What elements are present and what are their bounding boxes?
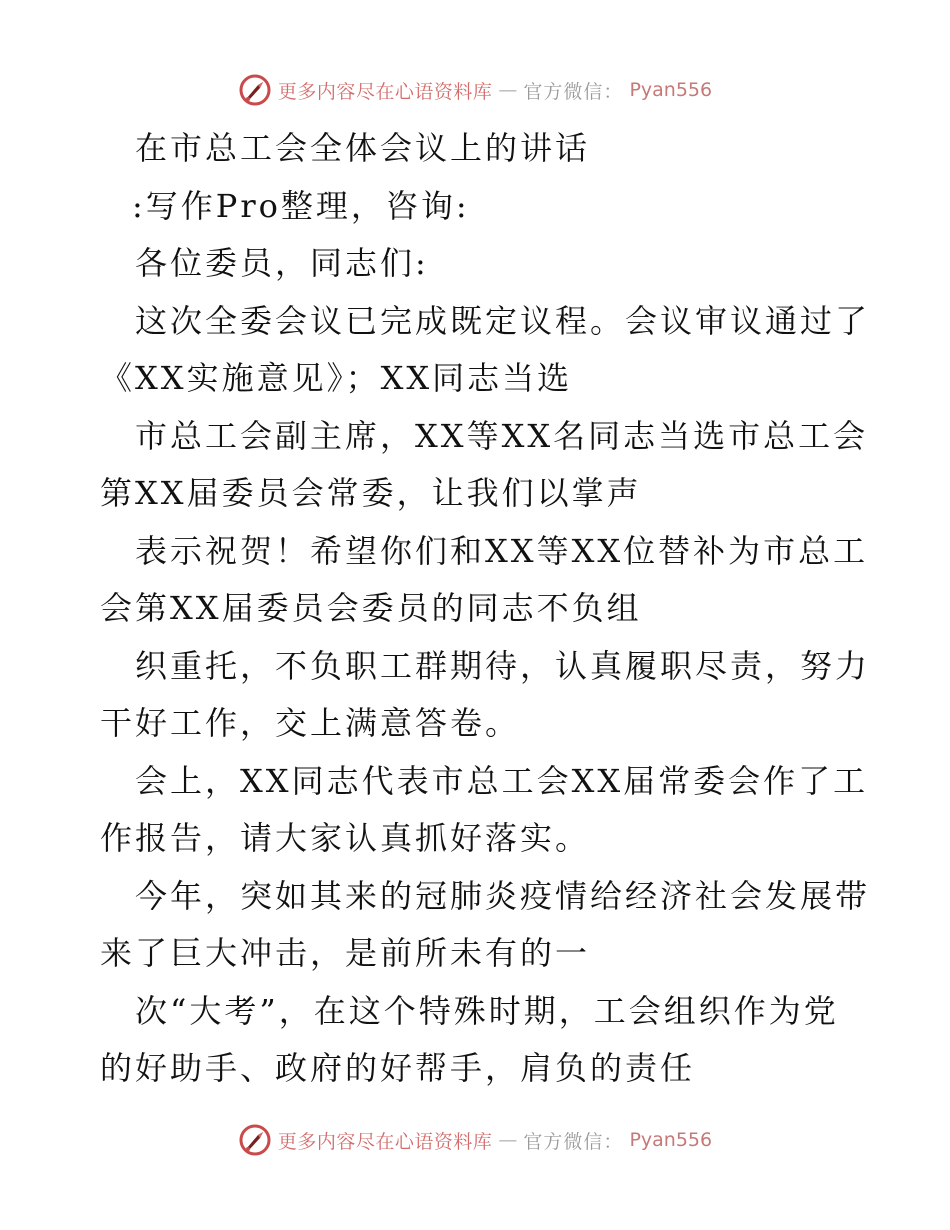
pen-nib-logo-icon [238,73,272,107]
document-body [0,120,950,1098]
document-line: :写作Pro整理，咨询: [132,186,470,225]
paragraph-line: 会第XX届委员会委员的同志不负组 [100,589,642,627]
paragraph-line: 作报告，请大家认真抓好落实。 [100,819,591,857]
watermark-separator: — [498,1129,518,1151]
watermark-main-text: 更多内容尽在心语资料库 [277,1130,493,1153]
paragraph-line: 表示祝贺！希望你们和XX等XX位替补为市总工 [135,531,869,570]
paragraph-line: 这次全委会议已完成既定议程。会议审议通过了 [135,301,871,340]
watermark-main-text: 更多内容尽在心语资料库 [277,80,493,103]
watermark-account: Pyan556 [629,1129,713,1151]
footer-watermark [0,1120,950,1160]
watermark-separator: — [498,79,518,101]
paragraph-line: 市总工会副主席，XX等XX名同志当选市总工会 [135,416,869,455]
paragraph-line: 会上，XX同志代表市总工会XX届常委会作了工 [135,761,869,800]
paragraph-line: 今年，突如其来的冠肺炎疫情给经济社会发展带 [135,876,871,915]
salutation: 各位委员，同志们: [135,244,429,282]
watermark-official-label: 官方微信： [523,1130,624,1153]
paragraph-line: 第XX届委员会常委，让我们以掌声 [100,474,642,512]
document-title: 在市总工会全体会议上的讲话 [135,129,591,167]
paragraph-line: 次“大考”，在这个特殊时期，工会组织作为党 [135,991,839,1030]
watermark-account: Pyan556 [629,79,713,101]
paragraph-line: 《XX实施意见》；XX同志当选 [100,359,573,397]
pen-nib-logo-icon [238,1123,272,1157]
paragraph-line: 来了巨大冲击，是前所未有的一 [100,934,591,972]
paragraph-line: 干好工作，交上满意答卷。 [100,704,521,742]
header-watermark [0,70,950,110]
watermark-official-label: 官方微信： [523,80,624,103]
paragraph-line: 织重托，不负职工群期待，认真履职尽责，努力 [135,646,871,685]
paragraph-line: 的好助手、政府的好帮手，肩负的责任 [100,1049,696,1087]
